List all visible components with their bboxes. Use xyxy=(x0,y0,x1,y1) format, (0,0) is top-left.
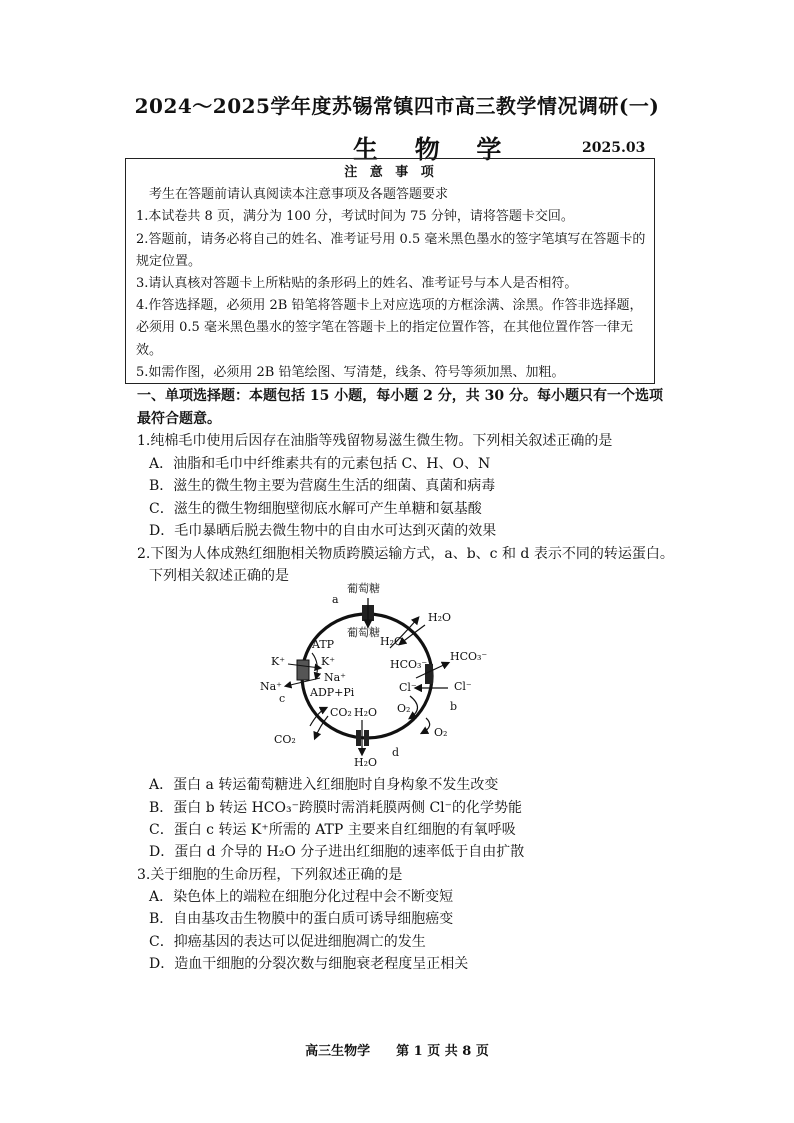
na-outside-label: Na⁺ xyxy=(260,680,282,693)
notice-line: 5.如需作图，必须用 2B 铅笔绘图、写清楚，线条、符号等须加黑、加粗。 xyxy=(136,364,565,380)
protein-a-label: a xyxy=(332,593,339,606)
subject-title: 生 物 学 xyxy=(353,135,516,164)
question-2-stem-cont: 下列相关叙述正确的是 xyxy=(149,568,289,584)
question-3-option-a: A．染色体上的端粒在细胞分化过程中会不断变短 xyxy=(149,889,454,905)
glucose-outside-label: 葡萄糖 xyxy=(347,582,380,595)
co2-outside-label: CO₂ xyxy=(274,733,296,746)
protein-b-label: b xyxy=(450,700,458,713)
question-3-option-d: D．造血干细胞的分裂次数与细胞衰老程度呈正相关 xyxy=(149,956,469,972)
question-2-option-c: C．蛋白 c 转运 K⁺所需的 ATP 主要来自红细胞的有氧呼吸 xyxy=(149,822,516,838)
notice-title: 注 意 事 项 xyxy=(344,165,438,180)
page-footer: 高三生物学 第 1 页 共 8 页 xyxy=(305,1044,489,1059)
protein-c-label: c xyxy=(279,692,286,705)
question-1-option-d: D．毛巾暴晒后脱去微生物中的自由水可达到灭菌的效果 xyxy=(149,523,497,539)
notice-line: 2.答题前，请务必将自己的姓名、准考证号用 0.5 毫米黑色墨水的签字笔填写在答题卡的规定位置。 xyxy=(136,231,646,269)
k-inside-label: K⁺ xyxy=(321,655,336,668)
exam-date: 2025.03 xyxy=(582,140,646,156)
h2o-d-inside-label: H₂O xyxy=(354,706,378,719)
hco3-inside-label: HCO₃⁻ xyxy=(390,658,428,671)
notice-line: 1.本试卷共 8 页，满分为 100 分，考试时间为 75 分钟，请将答题卡交回。 xyxy=(136,209,574,225)
question-3-option-c: C．抑癌基因的表达可以促进细胞凋亡的发生 xyxy=(149,934,426,950)
notice-line: 考生在答题前请认真阅读本注意事项及各题答题要求 xyxy=(149,187,449,203)
cl-inside-label: Cl⁻ xyxy=(399,681,417,694)
question-2-option-a: A．蛋白 a 转运葡萄糖进入红细胞时自身构象不发生改变 xyxy=(149,777,499,793)
co2-inside-label: CO₂ xyxy=(330,706,352,719)
protein-d-left-shape xyxy=(356,730,361,746)
question-3-stem: 3.关于细胞的生命历程，下列叙述正确的是 xyxy=(137,867,403,883)
question-2-option-d: D．蛋白 d 介导的 H₂O 分子进出红细胞的速率低于自由扩散 xyxy=(149,844,525,860)
question-3-option-b: B．自由基攻击生物膜中的蛋白质可诱导细胞癌变 xyxy=(149,911,454,927)
question-2-stem: 2.下图为人体成熟红细胞相关物质跨膜运输方式，a、b、c 和 d 表示不同的转运蛋白。 xyxy=(137,546,674,562)
na-inside-label: Na⁺ xyxy=(324,671,346,684)
question-1-option-c: C．滋生的微生物细胞壁彻底水解可产生单糖和氨基酸 xyxy=(149,501,482,517)
k-outside-label: K⁺ xyxy=(271,655,286,668)
question-2-option-b: B．蛋白 b 转运 HCO₃⁻跨膜时需消耗膜两侧 Cl⁻的化学势能 xyxy=(149,800,523,816)
transport-diagram xyxy=(250,578,510,773)
protein-c-shape xyxy=(297,660,309,680)
h2o-inside-label: H₂O xyxy=(380,635,404,648)
notice-line: 3.请认真核对答题卡上所粘贴的条形码上的姓名、准考证号与本人是否相符。 xyxy=(136,276,578,292)
notice-line: 4.作答选择题，必须用 2B 铅笔将答题卡上对应选项的方框涂满、涂黑。作答非选择题，必须用 0.5 毫米黑色墨水的签字笔在答题卡上的指定位置作答，在其他位置作答一律无效。 xyxy=(136,298,643,358)
o2-outside-label: O₂ xyxy=(434,726,448,739)
h2o-outside-label: H₂O xyxy=(428,611,452,624)
question-1-option-a: A．油脂和毛巾中纤维素共有的元素包括 C、H、O、N xyxy=(149,456,491,472)
question-1-stem: 1.纯棉毛巾使用后因存在油脂等残留物易滋生微生物。下列相关叙述正确的是 xyxy=(137,433,613,449)
section-heading: 一、单项选择题：本题包括 15 小题，每小题 2 分，共 30 分。每小题只有一个选项最符合题意。 xyxy=(137,388,663,427)
o2-inside-label: O₂ xyxy=(397,702,411,715)
protein-d-label: d xyxy=(392,746,400,759)
glucose-inside-label: 葡萄糖 xyxy=(347,626,380,639)
h2o-d-outside-label: H₂O xyxy=(354,756,378,769)
atp-label: ATP xyxy=(312,638,335,651)
protein-d-right-shape xyxy=(364,730,369,746)
notice-box xyxy=(125,158,655,384)
adp-label: ADP+Pi xyxy=(310,686,355,699)
exam-title: 2024～2025学年度苏锡常镇四市高三教学情况调研(一) xyxy=(134,94,660,118)
cl-outside-label: Cl⁻ xyxy=(454,680,472,693)
hco3-outside-label: HCO₃⁻ xyxy=(450,650,488,663)
question-1-option-b: B．滋生的微生物主要为营腐生生活的细菌、真菌和病毒 xyxy=(149,478,496,494)
